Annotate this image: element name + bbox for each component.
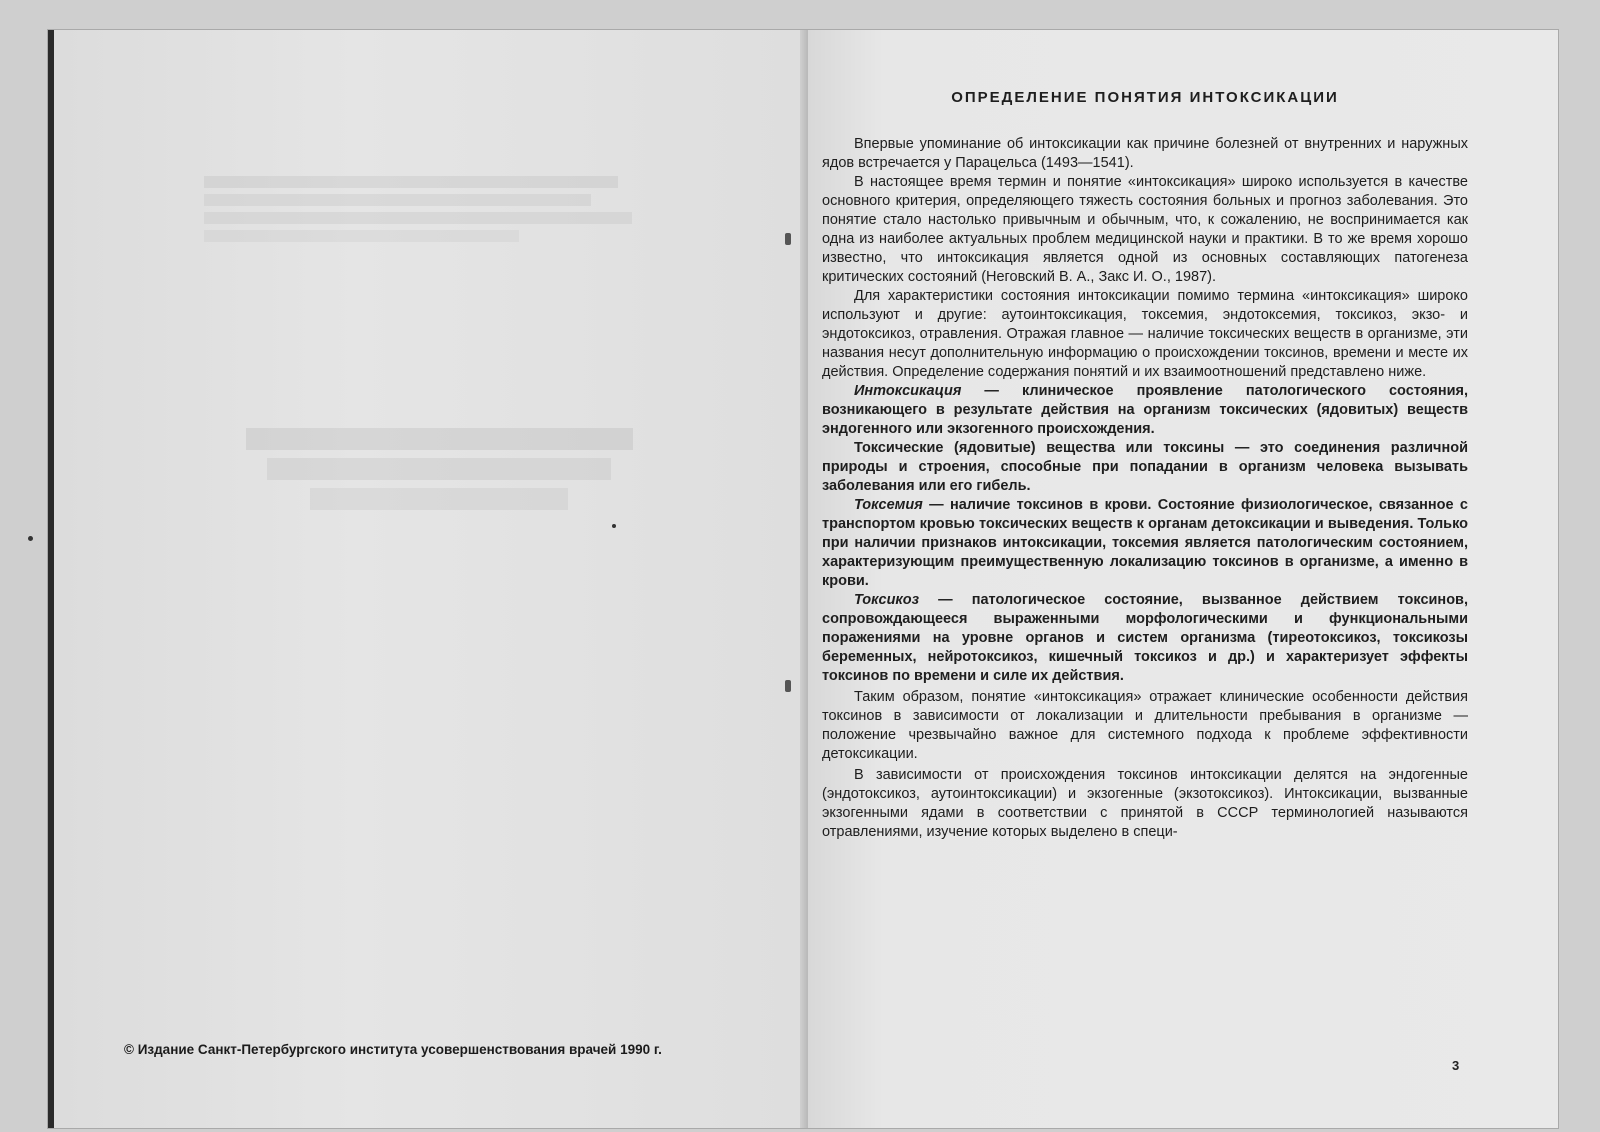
paragraph: В зависимости от происхождения токсинов интоксикации делятся на эндогенные (эндотоксикоз, аутоинтоксикации) и экзогенные (экзотоксикоз). Интоксикации, вызванные экзогенными ядами в соответствии с принятой в СССР терминологией называются отравлениями, изучение которых выделено в специ- [822, 767, 1468, 840]
bleed-through-text [204, 170, 654, 248]
staple [785, 233, 791, 245]
page-number: 3 [1452, 1058, 1460, 1073]
definition-term: Интоксикация [854, 383, 962, 399]
paragraph: Для характеристики состояния интоксикации помимо термина «интоксикация» широко используют и другие: аутоинтоксикация, токсемия, эндотоксемия, токсикоз, экзо- и эндотоксикоз, отравления. Отражая главное — наличие токсических веществ в организме, эти названия несут дополнительную информацию о происхождении токсинов, времени и месте их действия. Определение содержания понятий и их взаимоотношений представлено ниже. [822, 288, 1468, 380]
staple [785, 680, 791, 692]
left-page [48, 30, 808, 1128]
publisher-imprint: © Издание Санкт-Петербургского института усовершенствования врачей 1990 г. [124, 1042, 662, 1057]
print-speck [28, 536, 33, 541]
definition-text: — клиническое проявление патологического состояния, возникающего в результате действия на организм токсических (ядовитых) веществ эндогенного или экзогенного происхождения. [822, 383, 1468, 437]
article [822, 88, 1468, 842]
article-body [822, 135, 1468, 842]
paragraph: Таким образом, понятие «интоксикация» отражает клинические особенности действия токсинов в зависимости от локализации и длительности пребывания в организме — положение чрезвычайно важное для системного подхода к проблеме эффективности детоксикации. [822, 689, 1468, 762]
definition-term: Токсикоз [854, 592, 920, 608]
bleed-through-title [224, 420, 654, 518]
definition-toxemia [822, 496, 1468, 591]
paragraph-toxins: Токсические (ядовитые) вещества или токсины — это соединения различной природы и строения, способные при попадании в организм человека вызывать заболевания или его гибель. [822, 440, 1468, 494]
page-title: ОПРЕДЕЛЕНИЕ ПОНЯТИЯ ИНТОКСИКАЦИИ [951, 89, 1339, 106]
paragraph: В настоящее время термин и понятие «интоксикация» широко используется в качестве основного критерия, определяющего тяжесть состояния больных и прогноз заболевания. Это понятие стало настолько привычным и обычным, что, к сожалению, не воспринимается как одна из наиболее актуальных проблем медицинской науки и практики. В то же время хорошо известно, что интоксикация является одной из основных составляющих патогенеза критических состояний (Неговский В. А., Закс И. О., 1987). [822, 174, 1468, 285]
definition-intoxication [822, 382, 1468, 439]
definition-text: — патологическое состояние, вызванное действием токсинов, сопровождающееся выраженными морфологическими и функциональными поражениями на уровне органов и систем организма (тиреотоксикоз, токсикозы беременных, нейротоксикоз, кишечный токсикоз и др.) и характеризует эффекты токсинов по времени и силе их действия. [822, 592, 1468, 684]
definition-text: — наличие токсинов в крови. Состояние физиологическое, связанное с транспортом кровью токсических веществ к органам детоксикации и выведения. Только при наличии признаков интоксикации, токсемия является патологическим состоянием, характеризующим преимущественную локализацию токсинов в организме, а именно в крови. [822, 497, 1468, 589]
definition-term: Токсемия [854, 497, 923, 513]
definition-toxicosis [822, 591, 1468, 686]
print-speck [612, 524, 616, 528]
paragraph: Впервые упоминание об интоксикации как причине болезней от внутренних и наружных ядов встречается у Парацельса (1493—1541). [822, 136, 1468, 171]
